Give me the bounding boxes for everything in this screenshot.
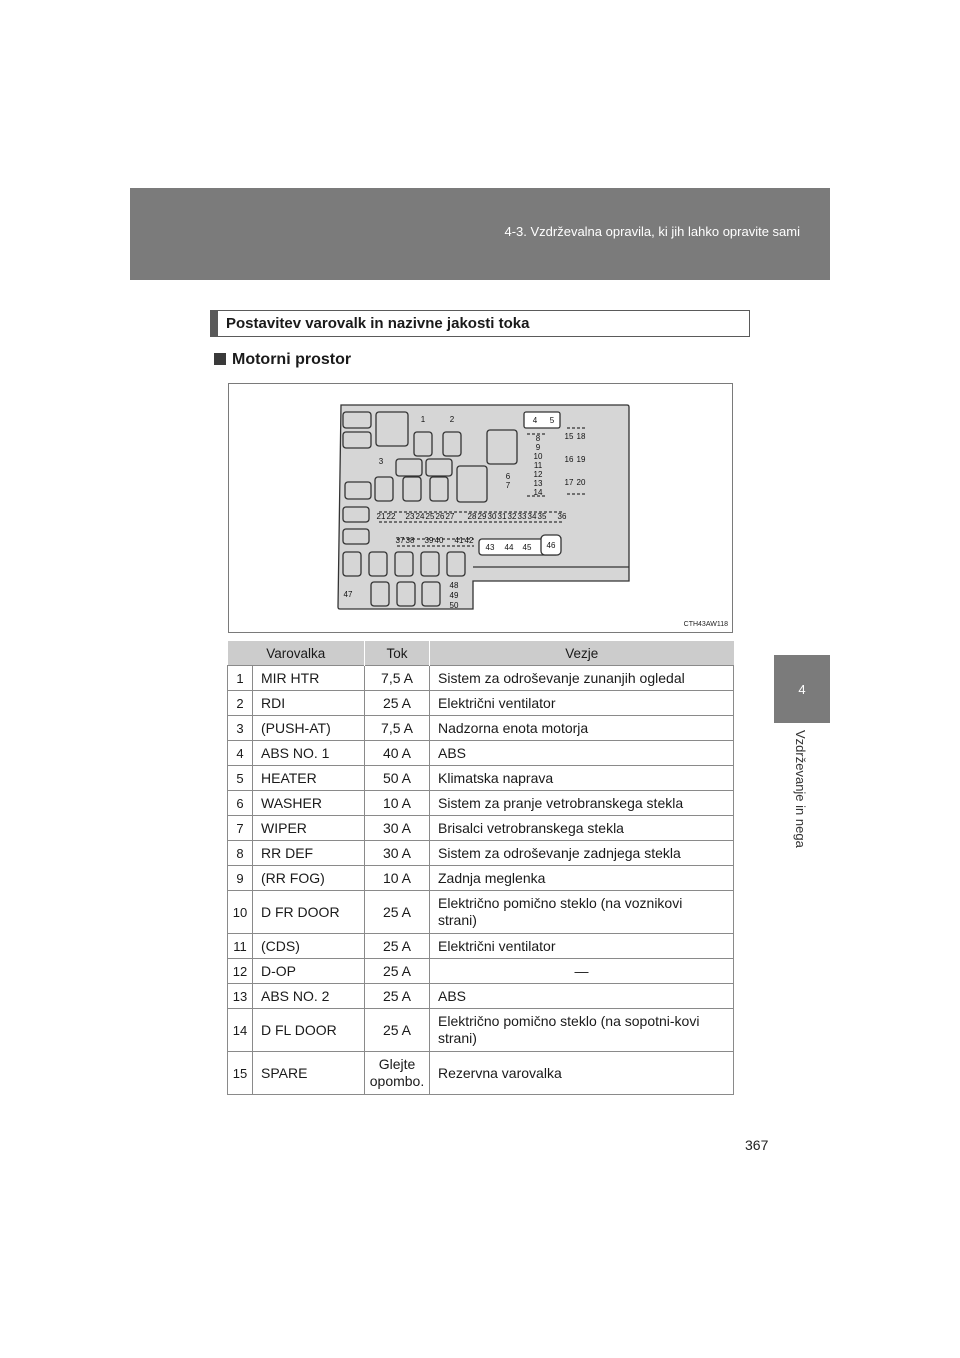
- fuse-name: MIR HTR: [253, 666, 365, 691]
- table-row: [228, 841, 734, 866]
- fuse-current: 25 A: [365, 1009, 430, 1052]
- fuse-number: 3: [228, 716, 253, 741]
- fuse-number: 15: [228, 1052, 253, 1095]
- fuse-number: 1: [228, 666, 253, 691]
- fuse-box-drawing: [229, 384, 732, 632]
- fuse-label-1: 1: [420, 415, 426, 424]
- fuse-table: [227, 641, 734, 1095]
- fuse-label-24: 24: [415, 512, 425, 521]
- fuse-number: 14: [228, 1009, 253, 1052]
- fuse-label-36: 36: [557, 512, 567, 521]
- fuse-number: 2: [228, 691, 253, 716]
- fuse-label-22: 22: [386, 512, 396, 521]
- table-row: [228, 1052, 734, 1095]
- fuse-circuit: Rezervna varovalka: [430, 1052, 734, 1095]
- fuse-current: 25 A: [365, 934, 430, 959]
- fuse-label-32: 32: [507, 512, 517, 521]
- fuse-circuit: Sistem za pranje vetrobranskega stekla: [430, 791, 734, 816]
- table-row: [228, 984, 734, 1009]
- fuse-number: 9: [228, 866, 253, 891]
- fuse-circuit: Električno pomično steklo (na sopotni-kovi strani): [430, 1009, 734, 1052]
- fuse-label-21: 21: [376, 512, 386, 521]
- fuse-label-27: 27: [445, 512, 455, 521]
- fuse-circuit: Električno pomično steklo (na voznikovi strani): [430, 891, 734, 934]
- fuse-label-33: 33: [517, 512, 527, 521]
- fuse-name: D FR DOOR: [253, 891, 365, 934]
- diagram-code: CTH43AW118: [683, 621, 728, 628]
- fuse-label-17: 17: [564, 478, 574, 487]
- fuse-name: D FL DOOR: [253, 1009, 365, 1052]
- fuse-label-48: 48: [449, 581, 459, 590]
- fuse-current: 25 A: [365, 984, 430, 1009]
- fuse-label-19: 19: [576, 455, 586, 464]
- fuse-number: 13: [228, 984, 253, 1009]
- fuse-box-diagram: [228, 383, 733, 633]
- chapter-header: [130, 188, 830, 280]
- fuse-name: (RR FOG): [253, 866, 365, 891]
- fuse-label-37: 37: [395, 536, 405, 545]
- table-row: [228, 959, 734, 984]
- fuse-circuit: Sistem za odroševanje zadnjega stekla: [430, 841, 734, 866]
- fuse-number: 10: [228, 891, 253, 934]
- fuse-label-8: 8: [535, 434, 541, 443]
- fuse-name: ABS NO. 1: [253, 741, 365, 766]
- fuse-number: 11: [228, 934, 253, 959]
- fuse-name: WIPER: [253, 816, 365, 841]
- table-row: [228, 666, 734, 691]
- fuse-name: (PUSH-AT): [253, 716, 365, 741]
- fuse-circuit: Sistem za odroševanje zunanjih ogledal: [430, 666, 734, 691]
- fuse-label-34: 34: [527, 512, 537, 521]
- subsection-heading: [214, 351, 351, 369]
- table-row: [228, 816, 734, 841]
- fuse-circuit: Električni ventilator: [430, 934, 734, 959]
- fuse-name: HEATER: [253, 766, 365, 791]
- table-row: [228, 716, 734, 741]
- fuse-current: 7,5 A: [365, 666, 430, 691]
- fuse-label-16: 16: [564, 455, 574, 464]
- fuse-label-11: 11: [533, 461, 543, 470]
- fuse-current: 30 A: [365, 816, 430, 841]
- fuse-number: 8: [228, 841, 253, 866]
- fuse-label-35: 35: [537, 512, 547, 521]
- fuse-label-44: 44: [504, 543, 514, 552]
- fuse-circuit: ABS: [430, 984, 734, 1009]
- fuse-label-29: 29: [477, 512, 487, 521]
- table-row: [228, 791, 734, 816]
- fuse-label-3: 3: [378, 457, 384, 466]
- fuse-current: 30 A: [365, 841, 430, 866]
- fuse-label-6: 6: [505, 472, 511, 481]
- side-label-text: Vzdrževanje in nega: [793, 730, 808, 848]
- table-row: [228, 1009, 734, 1052]
- fuse-number: 6: [228, 791, 253, 816]
- fuse-label-5: 5: [549, 416, 555, 425]
- fuse-label-46: 46: [546, 541, 556, 550]
- table-row: [228, 691, 734, 716]
- fuse-number: 4: [228, 741, 253, 766]
- fuse-label-49: 49: [449, 591, 459, 600]
- fuse-label-30: 30: [487, 512, 497, 521]
- table-row: [228, 934, 734, 959]
- chapter-tab-number: 4: [798, 682, 806, 697]
- fuse-label-12: 12: [533, 470, 543, 479]
- fuse-label-50: 50: [449, 601, 459, 610]
- fuse-name: SPARE: [253, 1052, 365, 1095]
- fuse-label-40: 40: [434, 536, 444, 545]
- fuse-label-26: 26: [435, 512, 445, 521]
- fuse-number: 12: [228, 959, 253, 984]
- fuse-circuit: —: [430, 959, 734, 984]
- fuse-current: 25 A: [365, 959, 430, 984]
- fuse-label-10: 10: [533, 452, 543, 461]
- chapter-title: 4-3. Vzdrževalna opravila, ki jih lahko opravite sami: [504, 224, 800, 239]
- fuse-name: ABS NO. 2: [253, 984, 365, 1009]
- fuse-circuit: Nadzorna enota motorja: [430, 716, 734, 741]
- fuse-label-15: 15: [564, 432, 574, 441]
- fuse-name: D-OP: [253, 959, 365, 984]
- subsection-title: Motorni prostor: [232, 351, 352, 368]
- fuse-current: 10 A: [365, 791, 430, 816]
- col-header-fuse: Varovalka: [228, 641, 365, 666]
- page-number: 367: [745, 1137, 769, 1153]
- fuse-circuit: Električni ventilator: [430, 691, 734, 716]
- section-title: Postavitev varovalk in nazivne jakosti toka: [226, 315, 530, 332]
- side-label: [782, 730, 822, 860]
- chapter-tab: [774, 655, 830, 723]
- fuse-label-25: 25: [425, 512, 435, 521]
- fuse-number: 5: [228, 766, 253, 791]
- table-row: [228, 866, 734, 891]
- fuse-number: 7: [228, 816, 253, 841]
- fuse-label-42: 42: [464, 536, 474, 545]
- fuse-name: RDI: [253, 691, 365, 716]
- square-bullet-icon: [214, 353, 226, 365]
- fuse-circuit: Brisalci vetrobranskega stekla: [430, 816, 734, 841]
- fuse-current: 25 A: [365, 691, 430, 716]
- section-heading: [210, 310, 750, 337]
- fuse-label-39: 39: [424, 536, 434, 545]
- fuse-name: RR DEF: [253, 841, 365, 866]
- fuse-label-2: 2: [449, 415, 455, 424]
- section-heading-bar: [211, 311, 218, 336]
- fuse-current: 7,5 A: [365, 716, 430, 741]
- fuse-label-31: 31: [497, 512, 507, 521]
- fuse-label-9: 9: [535, 443, 541, 452]
- fuse-label-7: 7: [505, 481, 511, 490]
- table-row: [228, 741, 734, 766]
- fuse-current: Glejte opombo.: [365, 1052, 430, 1095]
- fuse-label-38: 38: [405, 536, 415, 545]
- fuse-table-header: [228, 641, 734, 666]
- fuse-label-23: 23: [405, 512, 415, 521]
- fuse-label-47: 47: [343, 590, 353, 599]
- fuse-label-28: 28: [467, 512, 477, 521]
- fuse-current: 40 A: [365, 741, 430, 766]
- fuse-current: 25 A: [365, 891, 430, 934]
- col-header-circuit: Vezje: [430, 641, 734, 666]
- fuse-circuit: Klimatska naprava: [430, 766, 734, 791]
- fuse-label-20: 20: [576, 478, 586, 487]
- fuse-circuit: ABS: [430, 741, 734, 766]
- fuse-name: WASHER: [253, 791, 365, 816]
- fuse-name: (CDS): [253, 934, 365, 959]
- fuse-label-43: 43: [485, 543, 495, 552]
- fuse-label-4: 4: [532, 416, 538, 425]
- table-row: [228, 766, 734, 791]
- fuse-label-14: 14: [533, 488, 543, 497]
- fuse-label-18: 18: [576, 432, 586, 441]
- fuse-current: 10 A: [365, 866, 430, 891]
- fuse-label-45: 45: [522, 543, 532, 552]
- fuse-circuit: Zadnja meglenka: [430, 866, 734, 891]
- col-header-current: Tok: [365, 641, 430, 666]
- fuse-label-41: 41: [454, 536, 464, 545]
- fuse-current: 50 A: [365, 766, 430, 791]
- fuse-label-13: 13: [533, 479, 543, 488]
- table-row: [228, 891, 734, 934]
